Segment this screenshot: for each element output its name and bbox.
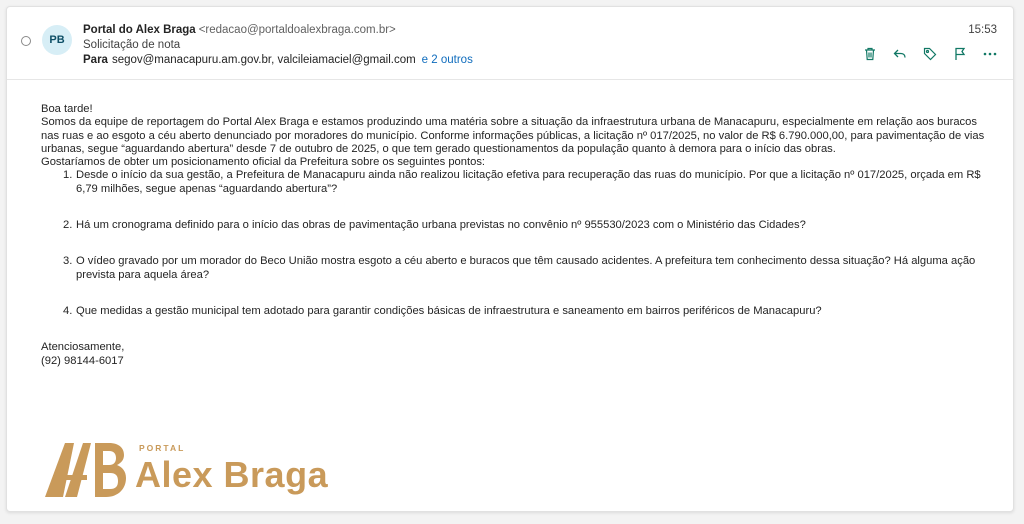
more-icon xyxy=(982,46,998,62)
email-header xyxy=(7,7,1013,80)
flag-button[interactable] xyxy=(951,45,969,63)
phone-number: (92) 98144-6017 xyxy=(41,354,124,367)
question-text: Há um cronograma definido para o início das obras de pavimentação urbana previstas no convênio nº 955530/2023 com o Ministério das Cidades? xyxy=(76,219,806,232)
trash-icon xyxy=(862,46,878,62)
list-number: 4. xyxy=(63,304,73,317)
to-recipients[interactable]: segov@manacapuru.am.gov.br, valcileiamaciel@gmail.com xyxy=(111,54,416,66)
question-text: Desde o início da sua gestão, a Prefeitura de Manacapuru ainda não realizou licitação efetiva para recuperação das ruas do município. Por que a licitação nº 017/2025, orçada em R$ 6,79 milhões, segue apenas “aguardando abertura”? xyxy=(76,169,981,195)
questions-list xyxy=(41,169,991,318)
more-actions-button[interactable] xyxy=(981,45,999,63)
list-number: 1. xyxy=(63,169,73,182)
tag-button[interactable] xyxy=(921,45,939,63)
message-actions xyxy=(861,45,999,63)
list-number: 3. xyxy=(63,255,73,268)
logo-name: Alex Braga xyxy=(135,454,329,495)
delete-button[interactable] xyxy=(861,45,879,63)
header-info xyxy=(83,23,473,68)
ab-monogram-icon xyxy=(43,439,127,499)
select-radio[interactable] xyxy=(21,36,31,46)
list-item xyxy=(63,219,991,232)
sender-name[interactable]: Portal do Alex Braga xyxy=(83,24,196,36)
sender-line xyxy=(83,23,473,38)
question-text: Que medidas a gestão municipal tem adotado para garantir condições básicas de infraestrutura e saneamento em bairros periféricos de Manacapuru? xyxy=(76,304,822,317)
list-item xyxy=(63,305,991,318)
intro-paragraph: Somos da equipe de reportagem do Portal Alex Braga e estamos produzindo uma matéria sobre a situação da infraestrutura urbana de Manacapuru, especialmente em relação aos buracos nas ruas e ao esgoto a céu aberto denunciado por moradores do município. Conforme informações públicas, a licitação nº 017/2025, no valor de R$ 6.790.000,00, para pavimentação de vias urbanas, segue “aguardando abertura” desde 7 de outubro de 2025, o que tem gerado questionamentos da população quanto à demora para o início das obras. xyxy=(41,116,985,155)
to-label: Para xyxy=(83,54,108,66)
logo-small-text: PORTAL xyxy=(139,443,186,453)
tag-icon xyxy=(922,46,938,62)
question-text: O vídeo gravado por um morador do Beco União mostra esgoto a céu aberto e buracos que têm causado acidentes. A prefeitura tem conhecimento dessa situação? Há alguma ação prevista para aquela área? xyxy=(76,255,976,281)
signoff: Atenciosamente, xyxy=(41,341,125,354)
sender-email[interactable]: <redacao@portaldoalexbraga.com.br> xyxy=(198,24,396,36)
avatar[interactable]: PB xyxy=(42,25,72,55)
more-recipients-link[interactable]: e 2 outros xyxy=(421,54,473,66)
message-body xyxy=(41,103,991,368)
list-item xyxy=(63,255,991,282)
request-paragraph: Gostaríamos de obter um posicionamento oficial da Prefeitura sobre os seguintes pontos: xyxy=(41,156,486,169)
list-number: 2. xyxy=(63,219,73,232)
portal-logo xyxy=(43,437,363,503)
greeting: Boa tarde! xyxy=(41,103,93,115)
reply-icon xyxy=(892,46,908,62)
subject: Solicitação de nota xyxy=(83,39,181,51)
email-reading-pane xyxy=(6,6,1014,512)
list-item xyxy=(63,169,991,196)
reply-button[interactable] xyxy=(891,45,909,63)
flag-icon xyxy=(952,46,968,62)
timestamp: 15:53 xyxy=(968,24,997,36)
recipients-line xyxy=(83,53,473,68)
